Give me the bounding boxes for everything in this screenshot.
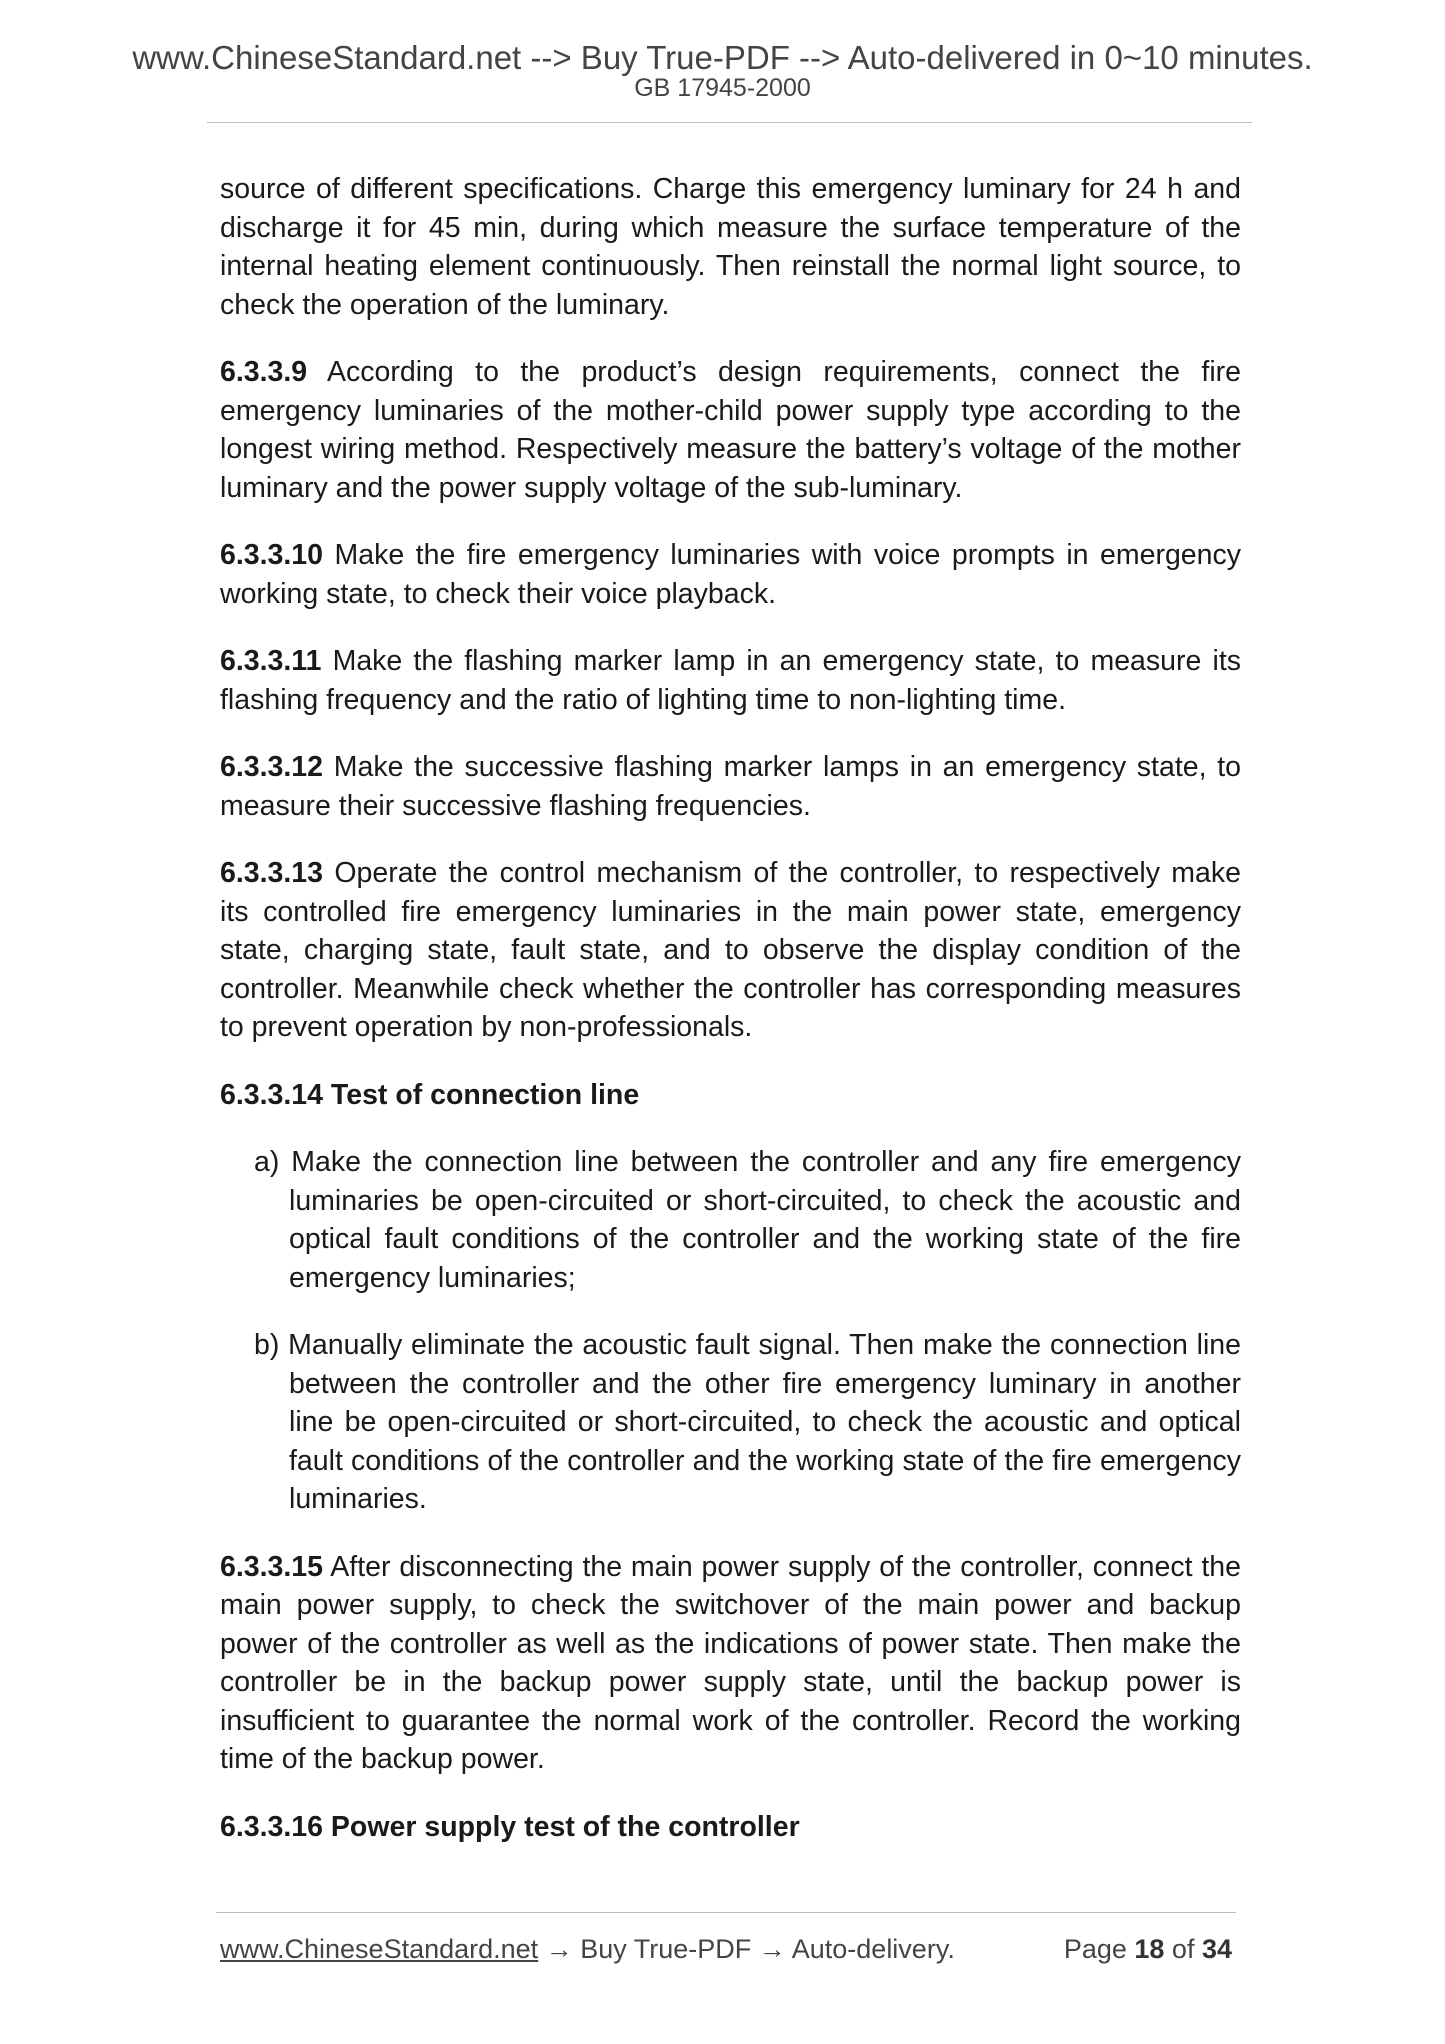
document-body bbox=[220, 170, 1241, 1875]
clause-text: Make the successive flashing marker lamps in an emergency state, to measure their successive flashing frequencies. bbox=[220, 751, 1241, 822]
clause-6-3-3-10 bbox=[220, 536, 1241, 613]
list-item-a: a) Make the connection line between the controller and any fire emergency luminaries be open-circuited or short-circuited, to check the acoustic and optical fault conditions of the controller and the working state of the fire emergency luminaries; bbox=[254, 1146, 1241, 1294]
footer-site-link[interactable]: www.ChineseStandard.net bbox=[220, 1934, 539, 1964]
page-number: 18 bbox=[1134, 1934, 1165, 1964]
section-heading: 6.3.3.14 Test of connection line bbox=[220, 1078, 640, 1111]
document-id: GB 17945-2000 bbox=[634, 74, 811, 102]
of-label: of bbox=[1164, 1934, 1202, 1964]
clause-6-3-3-12 bbox=[220, 748, 1241, 825]
clause-text: Make the flashing marker lamp in an emergency state, to measure its flashing frequency and the ratio of lighting time to non-lighting time. bbox=[220, 645, 1241, 716]
section-heading: 6.3.3.16 Power supply test of the controller bbox=[220, 1810, 800, 1843]
footer-text: → Buy True-PDF → Auto-delivery. bbox=[538, 1934, 955, 1964]
clause-number: 6.3.3.11 bbox=[220, 645, 322, 677]
header-banner: www.ChineseStandard.net --> Buy True-PDF --> Auto-delivered in 0~10 minutes. bbox=[132, 39, 1313, 76]
clause-number: 6.3.3.10 bbox=[220, 539, 324, 571]
clause-text: After disconnecting the main power supply of the controller, connect the main power supply, to check the switchover of the main power and backup power of the controller as well as the indications of power state. Then make the controller be in the backup power supply state, until the backup power is insufficient to guarantee the normal work of the controller. Record the working time of the backup power. bbox=[220, 1550, 1241, 1775]
clause-number: 6.3.3.15 bbox=[220, 1550, 324, 1583]
page-label: Page bbox=[1063, 1934, 1135, 1964]
clause-6-3-3-9 bbox=[220, 353, 1241, 507]
clause-6-3-3-13 bbox=[220, 854, 1241, 1047]
clause-number: 6.3.3.9 bbox=[220, 356, 308, 388]
footer-divider bbox=[216, 1912, 1236, 1913]
clause-6-3-3-15 bbox=[220, 1548, 1241, 1779]
header-divider bbox=[207, 122, 1252, 123]
page-indicator bbox=[1064, 1932, 1232, 1966]
clause-6-3-3-16-heading bbox=[220, 1808, 1241, 1847]
clause-text: According to the product’s design requirements, connect the fire emergency luminaries of the mother-child power supply type according to the longest wiring method. Respectively measure the battery’s voltage of the mother luminary and the power supply voltage of the sub-luminary. bbox=[220, 356, 1241, 504]
clause-text: Make the fire emergency luminaries with voice prompts in emergency working state, to check their voice playback. bbox=[220, 539, 1241, 610]
clause-number: 6.3.3.13 bbox=[220, 857, 324, 889]
page-total: 34 bbox=[1201, 1934, 1232, 1964]
list-item-b: b) Manually eliminate the acoustic fault signal. Then make the connection line between the controller and the other fire emergency luminary in another line be open-circuited or short-circuited, to check the acoustic and optical fault conditions of the controller and the working state of the fire emergency luminaries. bbox=[254, 1329, 1241, 1515]
paragraph-intro: source of different specifications. Charge this emergency luminary for 24 h and discharge it for 45 min, during which measure the surface temperature of the internal heating element continuously. Then reinstall the normal light source, to check the operation of the luminary. bbox=[220, 173, 1241, 321]
clause-6-3-3-14-heading bbox=[220, 1076, 1241, 1115]
clause-number: 6.3.3.12 bbox=[220, 751, 324, 783]
clause-text: Operate the control mechanism of the controller, to respectively make its controlled fire emergency luminaries in the main power state, emergency state, charging state, fault state, and to observe the display condition of the controller. Meanwhile check whether the controller has corresponding measures to prevent operation by non-professionals. bbox=[220, 857, 1241, 1043]
clause-6-3-3-11 bbox=[220, 642, 1241, 719]
page-footer bbox=[220, 1932, 1232, 1966]
